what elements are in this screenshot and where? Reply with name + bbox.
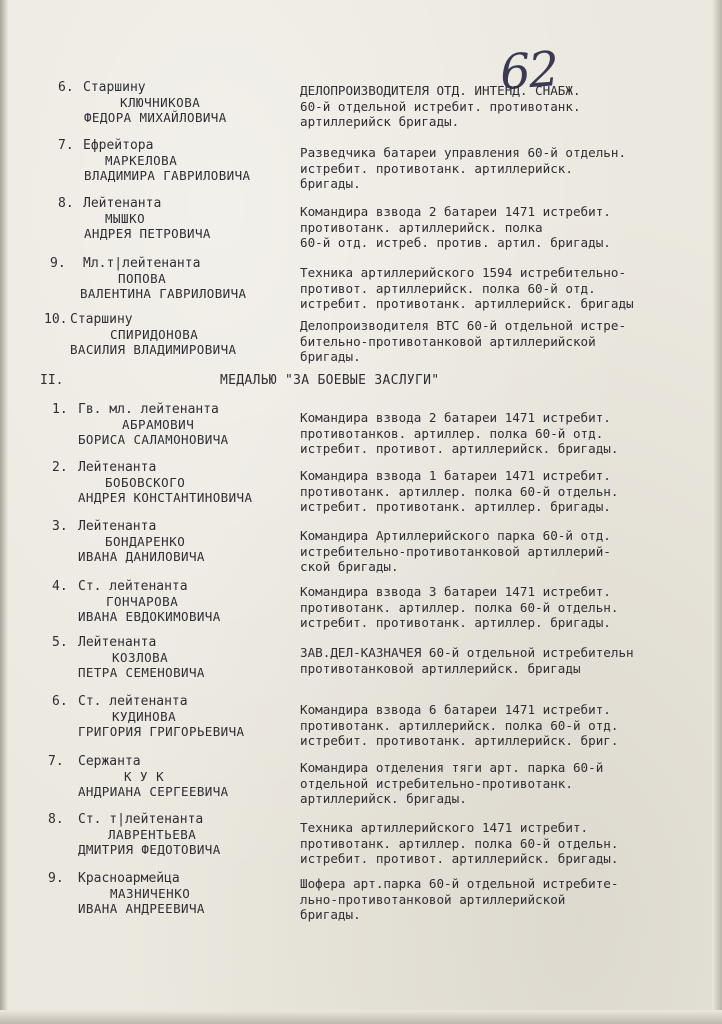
description-line: ДЕЛОПРОИЗВОДИТЕЛЯ ОТД. ИНТЕНД. СНАБЖ. bbox=[300, 83, 581, 98]
entry-description bbox=[300, 410, 714, 457]
entry-rank: Сержанта bbox=[78, 754, 141, 769]
entry-number: 6. bbox=[58, 80, 74, 95]
entry-given-name: ИВАНА ЕВДОКИМОВИЧА bbox=[78, 609, 221, 624]
description-line: льно-противотанковой артиллерийской bbox=[300, 891, 566, 907]
description-line: ской бригады. bbox=[300, 559, 399, 574]
entry-surname: КОЗЛОВА bbox=[112, 650, 169, 665]
entry-description bbox=[300, 820, 714, 867]
description-line: истребит. противот. артиллерийск. бригады. bbox=[300, 441, 619, 456]
entry-given-name: АНДРЕЯ ПЕТРОВИЧА bbox=[84, 226, 211, 241]
description-line: противотанков. артиллер. полка 60-й отд. bbox=[300, 425, 604, 441]
description-line: Техника артиллерийского 1471 истребит. bbox=[300, 820, 589, 835]
description-line: противотанк. артиллерийск. полка 60-й отд. bbox=[300, 717, 619, 733]
entry-surname: СПИРИДОНОВА bbox=[110, 327, 199, 342]
entry-given-name: ВЛАДИМИРА ГАВРИЛОВИЧА bbox=[84, 168, 251, 183]
entry-rank: Ст. лейтенанта bbox=[78, 579, 188, 594]
description-line: противотанк. артиллер. полка 60-й отдельн. bbox=[300, 599, 619, 615]
entry-number: 7. bbox=[58, 138, 74, 153]
entry-surname: ГОНЧАРОВА bbox=[106, 594, 179, 609]
entry-surname: МАРКЕЛОВА bbox=[105, 153, 178, 168]
entry-surname: БОБОВСКОГО bbox=[105, 475, 186, 490]
entry-number: 9. bbox=[50, 256, 66, 271]
entry-number: 3. bbox=[52, 519, 68, 534]
description-line: Делопроизводителя ВТС 60-й отдельной истре- bbox=[300, 318, 627, 333]
entry-rank: Ст. т|лейтенанта bbox=[78, 812, 204, 827]
section-number: II. bbox=[40, 373, 64, 388]
description-line: истребит. противотанк. артиллерийск. bbox=[300, 160, 573, 176]
entry-description bbox=[300, 876, 714, 923]
entry-rank: Старшину bbox=[83, 80, 146, 95]
description-line: противотанк. артиллер. полка 60-й отдельн. bbox=[300, 835, 619, 851]
description-line: артиллерийск бригады. bbox=[300, 114, 460, 129]
entry-rank: Лейтенанта bbox=[78, 635, 157, 650]
entry-given-name: АНДРЕЯ КОНСТАНТИНОВИЧА bbox=[78, 490, 253, 505]
entry-given-name: ФЕДОРА МИХАЙЛОВИЧА bbox=[84, 110, 227, 125]
description-line: Командира взвода 1 батареи 1471 истребит. bbox=[300, 468, 611, 483]
entry-given-name: ГРИГОРИЯ ГРИГОРЬЕВИЧА bbox=[78, 724, 245, 739]
handwritten-page-number: 62 bbox=[498, 41, 560, 102]
description-line: истребит. противотанк. артиллерийск. бриг. bbox=[300, 733, 619, 748]
description-line: противот. артиллерийск. полка 60-й отд. bbox=[300, 280, 596, 296]
description-line: Командира взвода 2 батареи 1471 истребит. bbox=[300, 410, 611, 425]
description-line: артиллерийск. бригады. bbox=[300, 791, 467, 806]
entry-description bbox=[300, 645, 714, 676]
entry-description bbox=[300, 584, 714, 631]
page-edge-bottom bbox=[0, 1010, 722, 1024]
description-line: 60-й отдельной истребит. противотанк. bbox=[300, 98, 581, 114]
description-line: истребит. противотанк. артиллерийск. бригады bbox=[300, 296, 634, 311]
entry-surname: КЛЮЧНИКОВА bbox=[120, 95, 201, 110]
description-line: противотанковой артиллерийск. бригады bbox=[300, 660, 581, 676]
entry-number: 1. bbox=[52, 402, 68, 417]
description-line: бригады. bbox=[300, 176, 361, 191]
entry-description bbox=[300, 528, 714, 575]
section-title: МЕДАЛЬЮ "ЗА БОЕВЫЕ ЗАСЛУГИ" bbox=[220, 373, 440, 388]
entry-rank: Гв. мл. лейтенанта bbox=[78, 402, 219, 417]
entry-description bbox=[300, 702, 714, 749]
entry-given-name: ПЕТРА СЕМЕНОВИЧА bbox=[78, 665, 205, 680]
entry-surname: К У К bbox=[124, 769, 165, 784]
entry-rank: Мл.т|лейтенанта bbox=[83, 256, 201, 271]
description-line: истребит. противотанк. артиллер. бригады. bbox=[300, 615, 611, 630]
description-line: бригады. bbox=[300, 349, 361, 364]
entry-surname: ПОПОВА bbox=[118, 271, 167, 286]
entry-rank: Лейтенанта bbox=[83, 196, 162, 211]
description-line: Командира взвода 6 батареи 1471 истребит. bbox=[300, 702, 611, 717]
entry-rank: Ефрейтора bbox=[83, 138, 154, 153]
entry-description bbox=[300, 760, 714, 807]
description-line: Разведчика батареи управления 60-й отдельн. bbox=[300, 145, 627, 160]
entry-description bbox=[300, 318, 714, 365]
entry-number: 5. bbox=[52, 635, 68, 650]
entry-surname: МЫШКО bbox=[105, 211, 146, 226]
entry-surname: ЛАВРЕНТЬЕВА bbox=[108, 827, 197, 842]
entry-description bbox=[300, 145, 714, 192]
entry-given-name: ВАСИЛИЯ ВЛАДИМИРОВИЧА bbox=[70, 342, 237, 357]
entry-given-name: АНДРИАНА СЕРГЕЕВИЧА bbox=[78, 784, 229, 799]
entry-given-name: БОРИСА САЛАМОНОВИЧА bbox=[78, 432, 229, 447]
entry-given-name: ИВАНА ДАНИЛОВИЧА bbox=[78, 549, 205, 564]
entry-description bbox=[300, 265, 714, 312]
entry-description bbox=[300, 204, 714, 251]
entry-surname: МАЗНИЧЕНКО bbox=[110, 886, 191, 901]
page-edge-left bbox=[0, 0, 8, 1024]
description-line: истребит. противотанк. артиллер. бригады. bbox=[300, 499, 611, 514]
description-line: Командира взвода 2 батареи 1471 истребит. bbox=[300, 204, 611, 219]
entry-number: 8. bbox=[48, 812, 64, 827]
entry-rank: Лейтенанта bbox=[78, 460, 157, 475]
description-line: истребит. противот. артиллерийск. бригады. bbox=[300, 851, 619, 866]
entry-number: 10. bbox=[44, 312, 68, 327]
description-line: истребительно-противотанковой артиллерий- bbox=[300, 543, 611, 559]
entry-number: 4. bbox=[52, 579, 68, 594]
entry-given-name: ДМИТРИЯ ФЕДОТОВИЧА bbox=[78, 842, 221, 857]
description-line: противотанк. артиллерийск. полка bbox=[300, 219, 543, 235]
description-line: Командира отделения тяги арт. парка 60-й bbox=[300, 760, 604, 775]
description-line: Техника артиллерийского 1594 истребительно- bbox=[300, 265, 627, 280]
description-line: 60-й отд. истреб. против. артил. бригады. bbox=[300, 235, 611, 250]
entry-description bbox=[300, 83, 714, 130]
entry-number: 8. bbox=[58, 196, 74, 211]
entry-number: 2. bbox=[52, 460, 68, 475]
entry-description bbox=[300, 468, 714, 515]
entry-surname: АБРАМОВИЧ bbox=[122, 417, 195, 432]
entry-rank: Ст. лейтенанта bbox=[78, 694, 188, 709]
entry-given-name: ВАЛЕНТИНА ГАВРИЛОВИЧА bbox=[80, 286, 247, 301]
entry-rank: Красноармейца bbox=[78, 871, 180, 886]
description-line: Командира Артиллерийского парка 60-й отд. bbox=[300, 528, 611, 543]
description-line: ЗАВ.ДЕЛ-КАЗНАЧЕЯ 60-й отдельной истребительн bbox=[300, 645, 634, 660]
description-line: бительно-противотанковой артиллерийской bbox=[300, 333, 596, 349]
description-line: бригады. bbox=[300, 907, 361, 922]
description-line: отдельной истребительно-противотанк. bbox=[300, 775, 573, 791]
description-line: противотанк. артиллер. полка 60-й отдельн. bbox=[300, 483, 619, 499]
entry-given-name: ИВАНА АНДРЕЕВИЧА bbox=[78, 901, 205, 916]
description-line: Командира взвода 3 батареи 1471 истребит. bbox=[300, 584, 611, 599]
entry-surname: КУДИНОВА bbox=[112, 709, 177, 724]
entry-surname: БОНДАРЕНКО bbox=[105, 534, 186, 549]
entry-number: 7. bbox=[48, 754, 64, 769]
entry-number: 6. bbox=[52, 694, 68, 709]
entry-number: 9. bbox=[48, 871, 64, 886]
section-header bbox=[0, 373, 722, 393]
description-line: Шофера арт.парка 60-й отдельной истребите- bbox=[300, 876, 619, 891]
entry-rank: Старшину bbox=[70, 312, 133, 327]
entry-rank: Лейтенанта bbox=[78, 519, 157, 534]
